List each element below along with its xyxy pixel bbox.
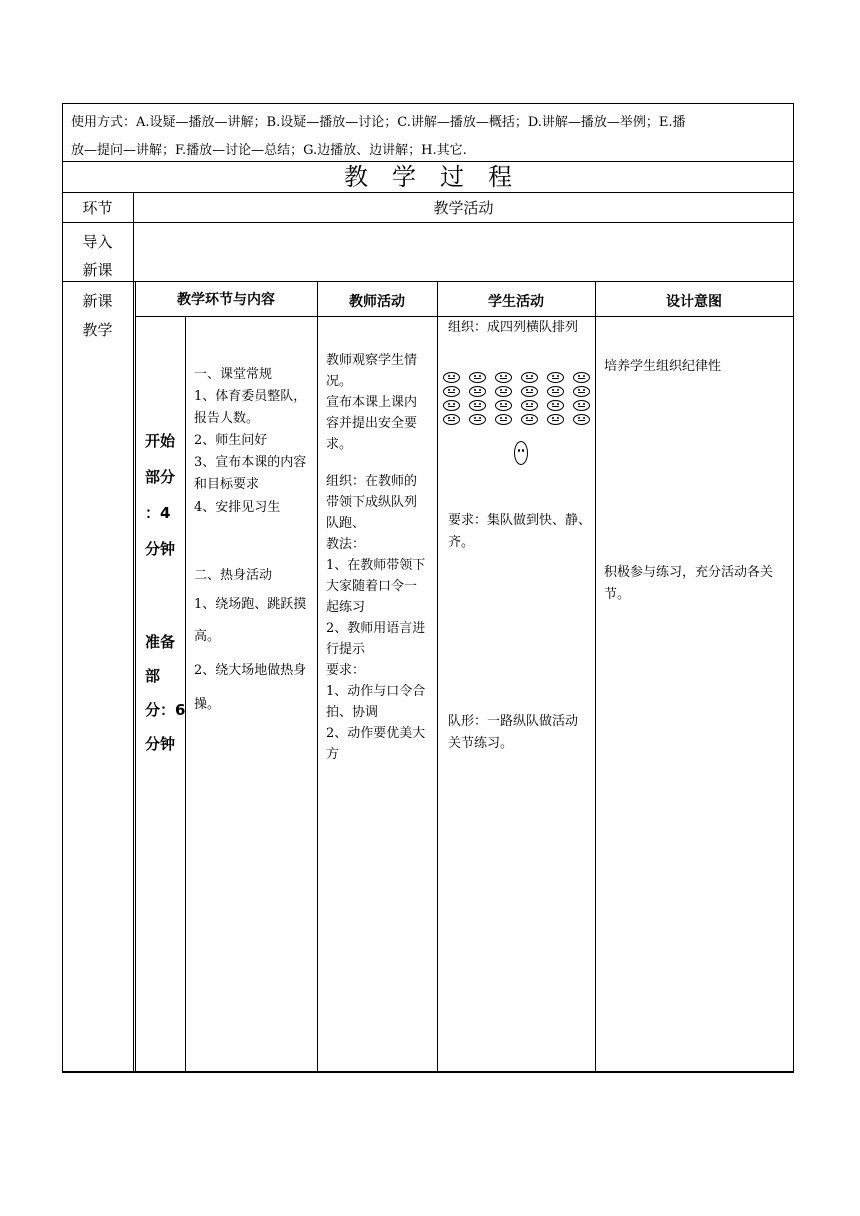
col-header-content: 教学环节与内容 xyxy=(177,292,275,308)
smiley-face-icon xyxy=(547,400,564,411)
new-lesson-line1: 新课 xyxy=(82,292,113,310)
col-header-teacher: 教师活动 xyxy=(349,294,405,310)
col-divider xyxy=(317,281,318,1073)
teacher-line: 方 xyxy=(326,747,340,762)
smiley-face-icon xyxy=(469,400,486,411)
teacher-line: 求。 xyxy=(326,437,353,452)
part-label-start: 开始 部分 ：4 分钟 xyxy=(145,432,176,558)
table-border-top xyxy=(62,103,794,104)
col-divider xyxy=(133,192,134,1073)
teacher-line: 行提示 xyxy=(326,642,366,657)
table-border-right xyxy=(793,103,794,1073)
col-divider xyxy=(437,281,438,1073)
student-requirement-line2: 齐。 xyxy=(448,535,475,550)
content-line: 二、热身活动 xyxy=(194,568,273,583)
student-formation-line2: 关节练习。 xyxy=(448,736,514,751)
smiley-face-icon xyxy=(521,414,538,425)
smiley-face-icon xyxy=(469,372,486,383)
student-formation xyxy=(443,372,595,468)
design-intent-2-line2: 节。 xyxy=(604,587,631,602)
content-line: 报告人数。 xyxy=(194,411,260,426)
table-border-bottom xyxy=(62,1071,794,1073)
teacher-line: 宣布本课上课内 xyxy=(326,395,418,410)
teacher-line: 2、教师用语言进 xyxy=(326,621,426,636)
content-line: 4、安排见习生 xyxy=(194,500,281,515)
new-lesson-label xyxy=(62,287,133,345)
student-requirement-line1: 要求：集队做到快、静、 xyxy=(448,513,592,528)
smiley-face-icon xyxy=(443,386,460,397)
teacher-line: 大家随着口令一 xyxy=(326,579,418,594)
content-line: 操。 xyxy=(194,697,221,712)
smiley-face-icon xyxy=(443,372,460,383)
smiley-face-icon xyxy=(443,400,460,411)
col-header-design: 设计意图 xyxy=(666,294,722,310)
row-divider xyxy=(62,222,794,223)
content-line: 高。 xyxy=(194,629,221,644)
content-line: 和目标要求 xyxy=(194,477,260,492)
content-line: 1、体育委员整队， xyxy=(194,389,307,404)
smiley-face-icon xyxy=(573,386,590,397)
teacher-line: 容并提出安全要 xyxy=(326,416,418,431)
student-organization: 组织：成四列横队排列 xyxy=(448,320,579,335)
intro-line1: 导入 xyxy=(82,233,113,251)
col-divider xyxy=(595,281,596,1073)
design-intent-1: 培养学生组织纪律性 xyxy=(604,359,722,374)
col-header-student: 学生活动 xyxy=(488,294,544,310)
content-line: 一、课堂常规 xyxy=(194,367,273,382)
section-title: 教 学 过 程 xyxy=(344,163,512,191)
smiley-face-icon xyxy=(469,386,486,397)
teacher-line: 教法： xyxy=(326,537,366,552)
teacher-face-icon xyxy=(514,441,528,465)
usage-note-line2: 放—提问—讲解；F.播放—讨论—总结；G.边播放、边讲解；H.其它. xyxy=(71,143,467,158)
smiley-face-icon xyxy=(521,386,538,397)
smiley-face-icon xyxy=(469,414,486,425)
content-line: 2、师生问好 xyxy=(194,433,268,448)
smiley-face-icon xyxy=(573,400,590,411)
teacher-line: 2、动作要优美大 xyxy=(326,726,426,741)
teacher-line: 队跑、 xyxy=(326,516,366,531)
teacher-line: 要求： xyxy=(326,663,366,678)
teacher-line: 1、在教师带领下 xyxy=(326,558,426,573)
teacher-line: 拍、协调 xyxy=(326,705,379,720)
teacher-activity-text xyxy=(326,350,436,765)
header-stage: 环节 xyxy=(82,199,113,217)
smiley-face-icon xyxy=(521,400,538,411)
teacher-line: 带领下成纵队列 xyxy=(326,495,418,510)
smiley-face-icon xyxy=(547,372,564,383)
content-line: 2、绕大场地做热身 xyxy=(194,663,307,678)
smiley-face-icon xyxy=(443,414,460,425)
teacher-line: 况。 xyxy=(326,374,353,389)
intro-line2: 新课 xyxy=(82,261,113,279)
teacher-line: 组织：在教师的 xyxy=(326,474,418,489)
content-line: 1、绕场跑、跳跃摸 xyxy=(194,597,307,612)
usage-note-line1: 使用方式：A.设疑—播放—讲解；B.设疑—播放—讨论；C.讲解—播放—概括；D.讲解—播放—举例；E.播 xyxy=(71,115,686,130)
smiley-face-icon xyxy=(547,386,564,397)
smiley-face-icon xyxy=(547,414,564,425)
intro-label xyxy=(62,228,133,284)
content-line: 3、宣布本课的内容 xyxy=(194,455,307,470)
teacher-line: 教师观察学生情 xyxy=(326,353,418,368)
new-lesson-line2: 教学 xyxy=(82,321,113,339)
smiley-face-icon xyxy=(495,400,512,411)
teacher-line: 起练习 xyxy=(326,600,366,615)
col-divider xyxy=(135,281,136,1073)
student-formation-line1: 队形：一路纵队做活动 xyxy=(448,714,579,729)
smiley-face-icon xyxy=(521,372,538,383)
row-divider xyxy=(62,192,794,193)
row-divider xyxy=(62,281,794,282)
smiley-face-icon xyxy=(495,386,512,397)
smiley-face-icon xyxy=(495,372,512,383)
part-label-prep: 准备 部 分：6 分钟 xyxy=(145,633,186,753)
smiley-face-icon xyxy=(573,372,590,383)
design-intent-2-line1: 积极参与练习，充分活动各关 xyxy=(604,565,774,580)
teacher-line: 1、动作与口令合 xyxy=(326,684,426,699)
smiley-face-icon xyxy=(495,414,512,425)
header-activity: 教学活动 xyxy=(433,199,494,217)
smiley-face-icon xyxy=(573,414,590,425)
